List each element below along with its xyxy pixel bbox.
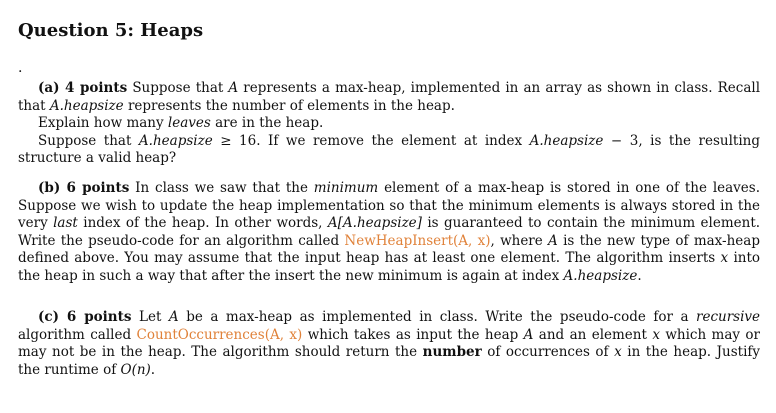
stray-dot: . (18, 60, 23, 76)
part-a-line1: (a) 4 points Suppose that A represents a max-heap, implemented in an array as shown in class. Recall that A.heapsize represents the number of elements in the heap. (18, 80, 761, 114)
part-a-line2: Explain how many leaves are in the heap. (38, 115, 324, 131)
part-c: (c) 6 points Let A be a max-heap as implemented in class. Write the pseudo-code for a recursive algorithm called CountOccurrences(A, x) which takes as input the heap A and an element x which may or may not be in the heap. The algorithm should return the number of occurrences of x in the heap. Justify the runtime of O(n). (18, 309, 761, 378)
newheapinsert-function: NewHeapInsert(A, x) (344, 232, 491, 249)
part-a-label: (a) 4 points (38, 80, 128, 96)
part-c-label: (c) 6 points (38, 309, 132, 325)
countoccurrences-function: CountOccurrences(A, x) (136, 326, 303, 343)
part-a-line3: Suppose that A.heapsize ≥ 16. If we remove the element at index A.heapsize − 3, is the resulting structure a valid heap? (18, 132, 760, 166)
question-title: Question 5: Heaps (18, 20, 204, 41)
part-b-label: (b) 6 points (38, 180, 130, 196)
part-a (18, 80, 760, 168)
part-b: (b) 6 points In class we saw that the minimum element of a max-heap is stored in one of the leaves. Suppose we wish to update the heap implementation so that the minimum elements is always stored in the very last index of the heap. In other words, A[A.heapsize] is guaranteed to contain the minimum element. Write the pseudo-code for an algorithm called NewHeapInsert(A, x), where A is the new type of max-heap defined above. You may assume that the input heap has at least one element. The algorithm inserts x into the heap in such a way that after the insert the new minimum is again at index A.heapsize. (18, 180, 761, 284)
